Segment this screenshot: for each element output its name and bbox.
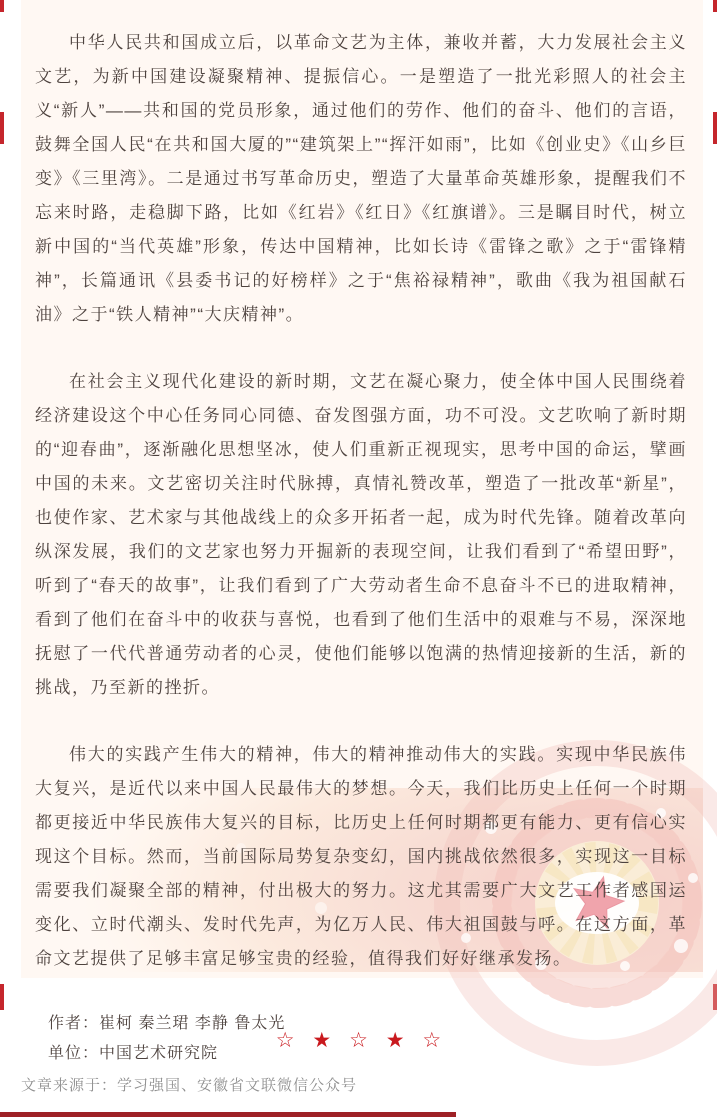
star-1-outline-icon[interactable]: ☆ xyxy=(275,1029,295,1052)
star-3-outline-icon[interactable]: ☆ xyxy=(349,1029,368,1052)
unit-line: 单位：中国艺术研究院 xyxy=(48,1045,219,1062)
article-meta xyxy=(48,1009,687,1069)
star-4-filled-icon[interactable]: ★ xyxy=(385,1029,405,1052)
page-edge-accent xyxy=(0,112,4,144)
bottom-red-line xyxy=(0,1112,456,1117)
paragraph-1: 中华人民共和国成立后，以革命文艺为主体，兼收并蓄，大力发展社会主义文艺，为新中国建设凝聚精神、提振信心。一是塑造了一批光彩照人的社会主义“新人”——共和国的党员形象，通过他们的劳作、他们的奋斗、他们的言语，鼓舞全国人民“在共和国大厦的”“建筑架上”“挥汗如雨”，比如《创业史》《山乡巨变》《三里湾》。二是通过书写革命历史，塑造了大量革命英雄形象，提醒我们不忘来时路，走稳脚下路，比如《红岩》《红日》《红旗谱》。三是瞩目时代，树立新中国的“当代英雄”形象，传达中国精神，比如长诗《雷锋之歌》之于“雷锋精神”，长篇通讯《县委书记的好榜样》之于“焦裕禄精神”，歌曲《我为祖国献石油》之于“铁人精神”“大庆精神”。 xyxy=(35,33,687,324)
article-content xyxy=(21,0,703,1062)
paragraph-3: 伟大的实践产生伟大的精神，伟大的精神推动伟大的实践。实现中华民族伟大复兴，是近代以来中国人民最伟大的梦想。今天，我们比历史上任何一个时期都更接近中华民族伟大复兴的目标，比历史上任何时期都更有能力、更有信心实现这个目标。然而，当前国际局势复杂变幻，国内挑战依然很多，实现这一目标需要我们凝聚全部的精神，付出极大的努力。这尤其需要广大文艺工作者感国运变化、立时代潮头、发时代先声，为亿万人民、伟大祖国鼓与呼。在这方面，革命文艺提供了足够丰富足够宝贵的经验，值得我们好好继承发扬。 xyxy=(35,745,687,968)
article-body xyxy=(21,0,703,1069)
paragraph-2: 在社会主义现代化建设的新时期，文艺在凝心聚力，使全体中国人民围绕着经济建设这个中心任务同心同德、奋发图强方面，功不可没。文艺吹响了新时期的“迎春曲”，逐渐融化思想坚冰，使人们重新正视现实，思考中国的命运，擘画中国的未来。文艺密切关注时代脉搏，真情礼赞改革，塑造了一批改革“新星”，也使作家、艺术家与其他战线上的众多开拓者一起，成为时代先锋。随着改革向纵深发展，我们的文艺家也努力开掘新的表现空间，让我们看到了“希望田野”，听到了“春天的故事”，让我们看到了广大劳动者生命不息奋斗不已的进取精神，看到了他们在奋斗中的收获与喜悦，也看到了他们生活中的艰难与不易，深深地抚慰了一代代普通劳动者的心灵，使他们能够以饱满的热情迎接新的生活，新的挑战，乃至新的挫折。 xyxy=(35,372,687,697)
page-edge-accent xyxy=(713,112,717,144)
page-edge-accent xyxy=(0,984,4,1010)
star-5-outline-icon[interactable]: ☆ xyxy=(422,1029,442,1052)
page-edge-accent xyxy=(0,0,4,12)
source-attribution: 文章来源于：学习强国、安徽省文联微信公众号 xyxy=(21,1077,358,1094)
star-2-filled-icon[interactable]: ★ xyxy=(312,1029,332,1052)
author-line: 作者：崔柯 秦兰珺 李静 鲁太光 xyxy=(48,1015,286,1032)
page-edge-accent xyxy=(713,0,717,12)
